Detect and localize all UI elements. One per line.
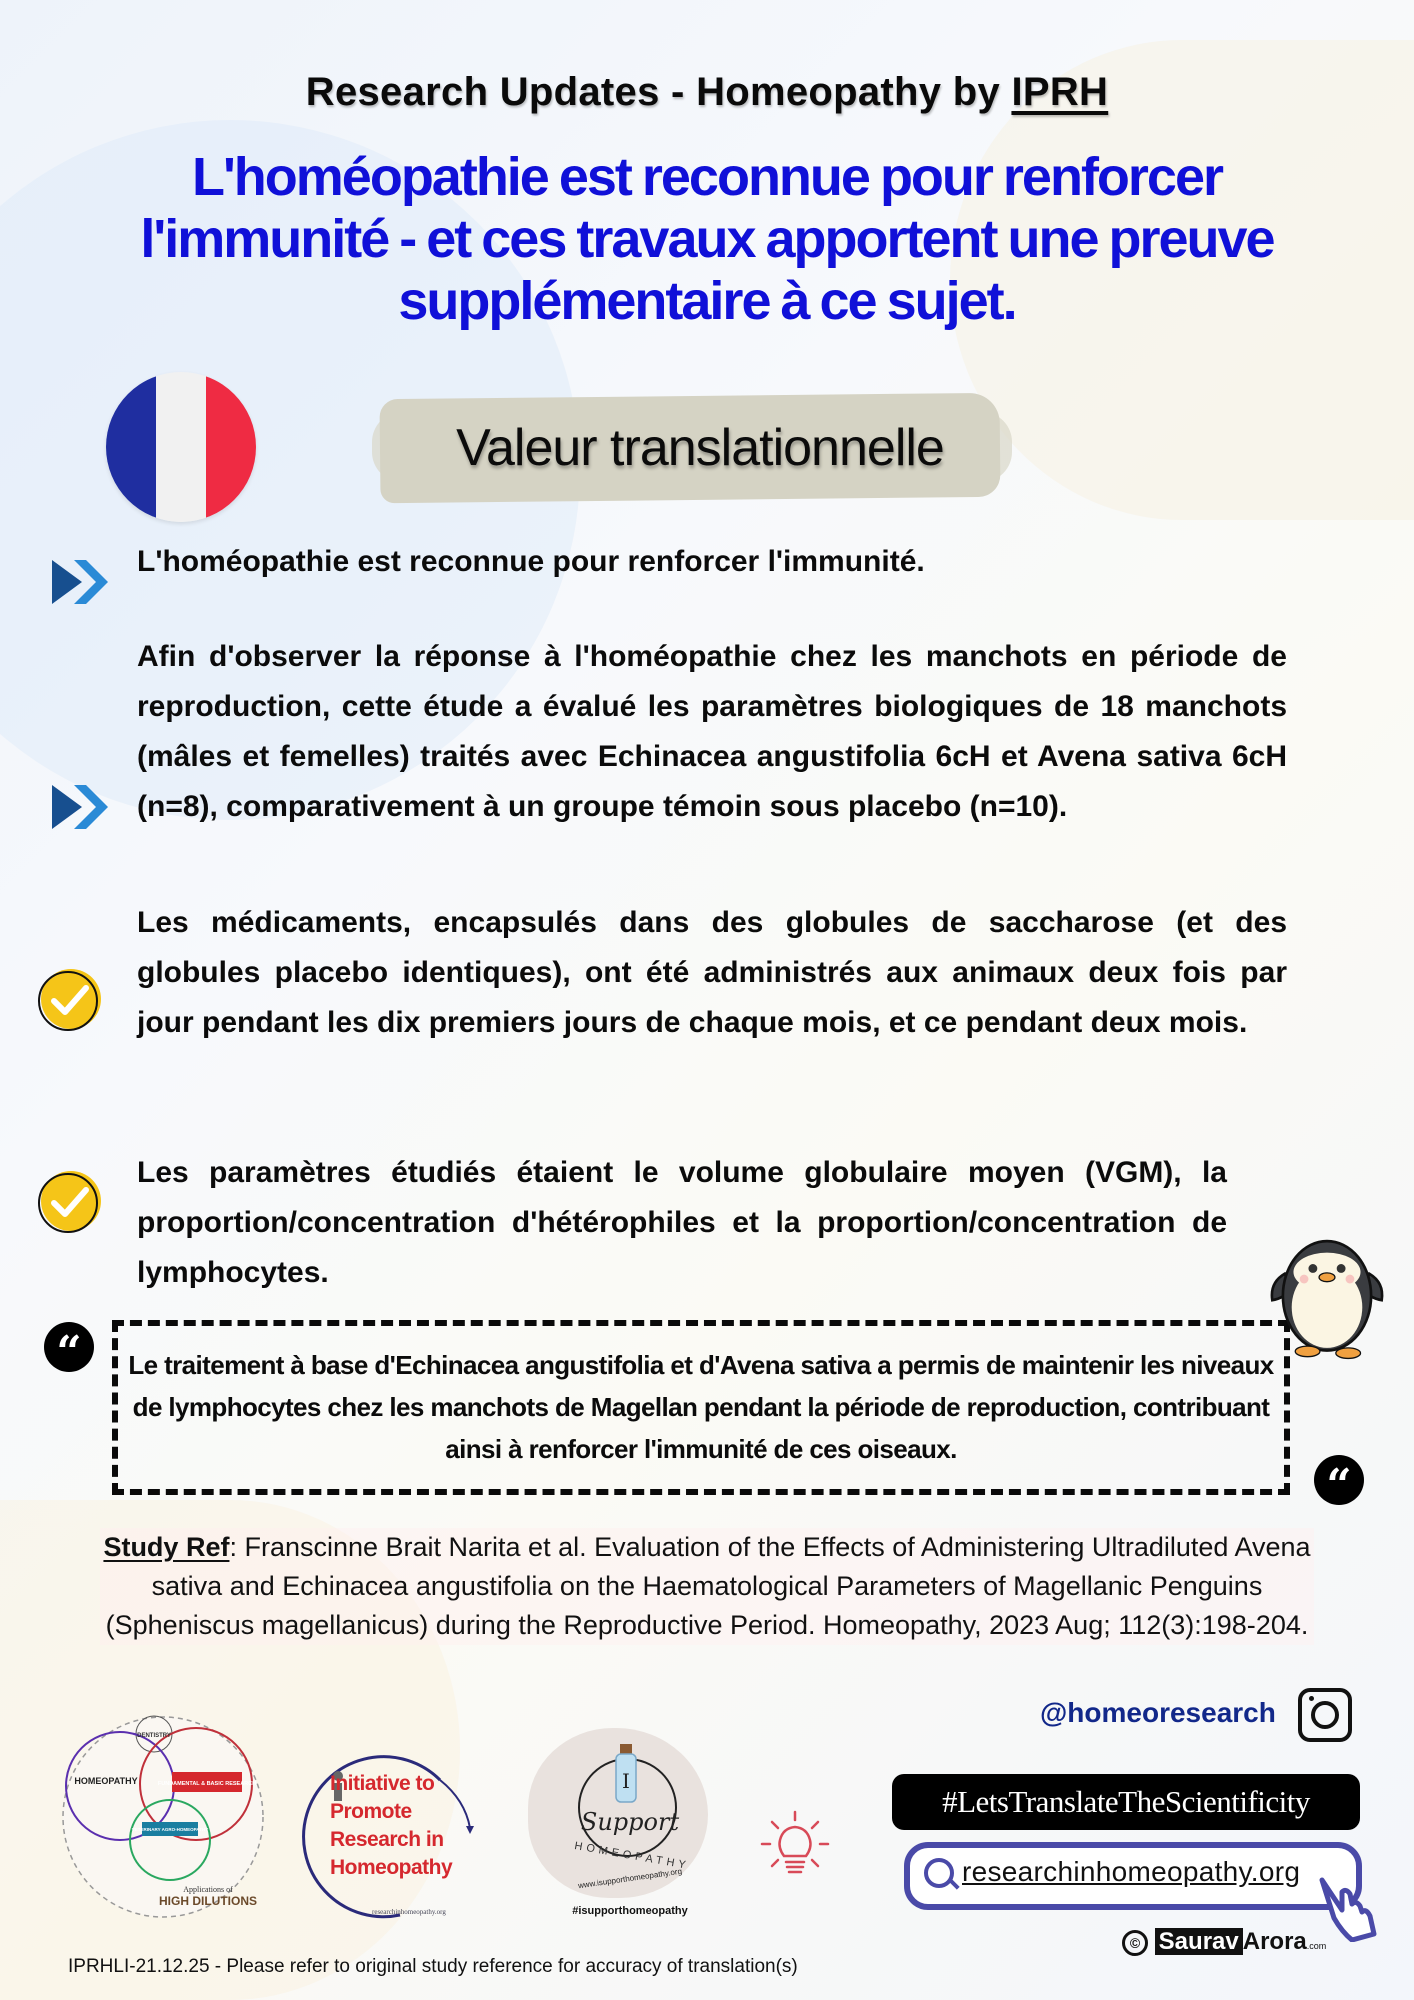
copyright-suffix: .com: [1306, 1941, 1327, 1951]
headline: [40, 146, 1374, 332]
venn-label: HOMEOPATHY: [74, 1776, 138, 1786]
instagram-handle[interactable]: @homeoresearch: [1040, 1697, 1276, 1728]
headline-line: supplémentaire à ce sujet.: [398, 271, 1016, 331]
check-circle-icon: [34, 964, 104, 1034]
search-icon: [924, 1858, 954, 1888]
venn-caption-main: HIGH DILUTIONS: [159, 1894, 257, 1908]
website-link[interactable]: researchinhomeopathy.org: [962, 1856, 1301, 1887]
website-search-bar[interactable]: [904, 1842, 1362, 1910]
study-ref-text: : Franscinne Brait Narita et al. Evaluation of the Effects of Administering Ultradiluted Avena sativa and Echinacea angustifolia on the Haematological Parameters of Magellanic Penguins (Spheniscus magellanicus) during the Reproductive Period. Homeopathy, 2023 Aug; 112(3):198-204.: [105, 1532, 1311, 1640]
quote-open-icon: “: [44, 1322, 94, 1372]
section-title: Valeur translationnelle: [456, 419, 944, 477]
point-text: Les paramètres étudiés étaient le volume globulaire moyen (VGM), la proportion/concentration d'hétérophiles et la proportion/concentration de lymphocytes.: [137, 1156, 1227, 1289]
hashtag-banner: #LetsTranslateTheScientificity: [892, 1774, 1360, 1830]
isupport-url: www.isupporthomeopathy.org: [577, 1866, 683, 1891]
iprh-logo-url: researchinhomeopathy.org: [372, 1908, 446, 1916]
lightbulb-icon: [760, 1810, 830, 1880]
isupport-script: Support: [580, 1808, 680, 1836]
venn-label: VETERINARY AGRO-HOMEOPATHY: [131, 1827, 209, 1832]
double-chevron-icon: [52, 785, 112, 829]
vial-letter: I: [622, 1769, 630, 1793]
point-text: Afin d'observer la réponse à l'homéopathie chez les manchots en période de reproduction, cette étude a évalué les paramètres biologiques de 18 manchots (mâles et femelles) traités avec Echinacea angustifolia 6cH et Avena sativa 6cH (n=8), comparativement à un groupe témoin sous placebo (n=10).: [137, 640, 1287, 823]
headline-line: l'immunité - et ces travaux apportent une preuve: [140, 209, 1274, 269]
venn-caption: Applications of: [183, 1885, 233, 1894]
point-text: L'homéopathie est reconnue pour renforcer l'immunité.: [137, 545, 925, 578]
check-circle-icon: [34, 1166, 104, 1236]
penguin-icon: [1262, 1212, 1392, 1362]
quote-close-icon: “: [1314, 1455, 1364, 1505]
venn-label: FUNDAMENTAL & BASIC RESEARCH: [157, 1781, 257, 1787]
quote-text: Le traitement à base d'Echinacea angustifolia et d'Avena sativa a permis de maintenir les niveaux de lymphocytes chez les manchots de Magellan pendant la période de reproduction, contribuant ainsi à renforcer l'immunité de ces oiseaux.: [128, 1350, 1274, 1464]
france-flag-icon: [106, 372, 256, 522]
study-ref-label: Study Ref: [103, 1532, 230, 1562]
venn-label: DENTISTRY: [137, 1733, 171, 1739]
copyright-symbol: ©: [1122, 1930, 1148, 1956]
isupport-hashtag: #isupporthomeopathy: [572, 1905, 688, 1917]
point-text: Les médicaments, encapsulés dans des globules de saccharose (et des globules placebo identiques), ont été administrés aux animaux deux fois par jour pendant les dix premiers jours de chaque mois, et ce pendant deux mois.: [137, 906, 1287, 1039]
topline-prefix: Research Updates - Homeopathy by: [305, 70, 1012, 114]
brand-iprh: IPRH: [1011, 70, 1109, 114]
headline-line: L'homéopathie est reconnue pour renforcer: [191, 147, 1223, 207]
footer-disclaimer: IPRHLI-21.12.25 - Please refer to original study reference for accuracy of translation(s): [68, 1956, 798, 1977]
iprh-logo-text: Initiative to Promote Research in Homeopathy: [330, 1772, 453, 1879]
double-chevron-icon: [52, 560, 112, 604]
study-reference: [100, 1528, 1314, 1645]
copyright-name-dark: Saurav: [1155, 1928, 1243, 1955]
isupport-word: HOMEOPATHY: [573, 1839, 691, 1873]
instagram-icon[interactable]: [1298, 1688, 1352, 1742]
top-banner: [0, 70, 1414, 115]
copyright-mark: [1122, 1928, 1326, 1956]
copyright-name-light: Arora: [1242, 1928, 1307, 1955]
vial-icon: [612, 1744, 640, 1804]
high-dilutions-venn-logo: [58, 1712, 268, 1922]
